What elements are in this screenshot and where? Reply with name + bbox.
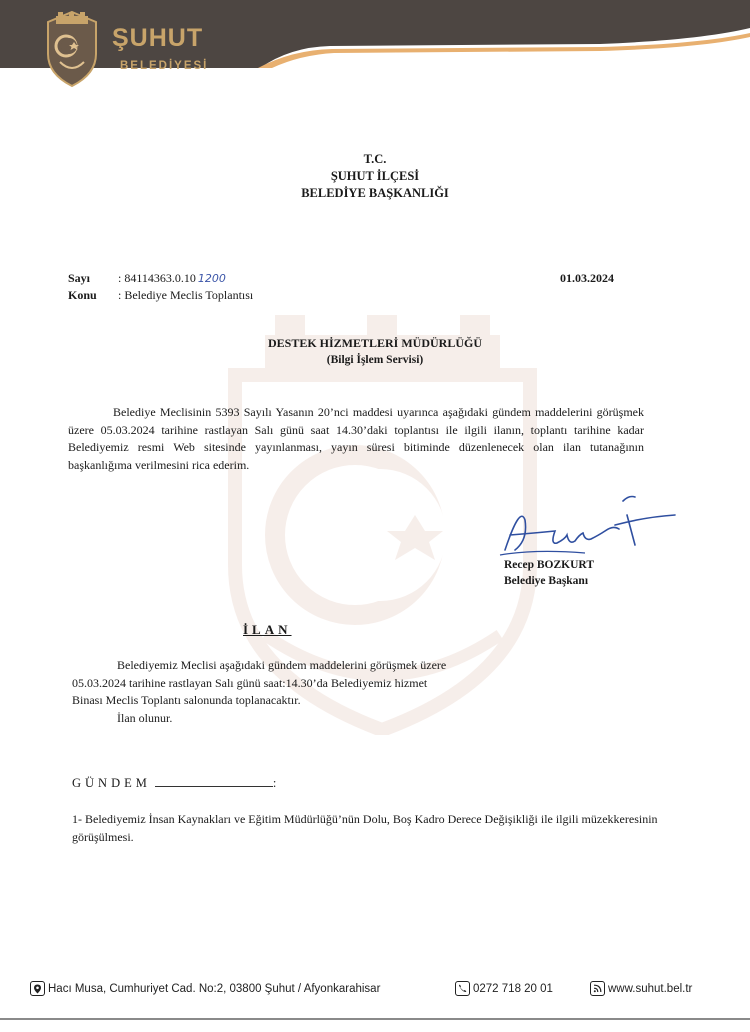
address-text: Hacı Musa, Cumhuriyet Cad. No:2, 03800 Şuhut / Afyonkarahisar	[48, 982, 381, 995]
meta-sayi	[68, 271, 226, 286]
ilan-text	[72, 657, 572, 727]
sayi-label: Sayı	[68, 271, 91, 285]
gundem-underline	[155, 786, 273, 787]
footer-address	[30, 981, 380, 996]
ilan-line-3: Binası Meclis Toplantı salonunda toplanacaktır.	[72, 693, 301, 707]
sayi-handwritten: 1200	[197, 272, 226, 285]
brand-name: ŞUHUT	[112, 24, 204, 52]
footer-divider	[0, 1018, 750, 1020]
title-district: ŞUHUT İLÇESİ	[330, 169, 420, 183]
konu-label: Konu	[68, 288, 97, 302]
ilan-line-4: İlan olunur.	[117, 710, 173, 725]
phone-text: 0272 718 20 01	[473, 982, 553, 995]
gundem-heading	[72, 776, 280, 791]
phone-icon	[455, 981, 470, 996]
signer-title: Belediye Başkanı	[504, 575, 589, 587]
signature-block	[504, 557, 594, 589]
gundem-item: 1- Belediyemiz İnsan Kaynakları ve Eğitim Müdürlüğü’nün Dolu, Boş Kadro Derece Değişikliği ile ilgili müzekkeresinin görüşülmesi.	[72, 812, 658, 844]
meta-konu	[68, 288, 253, 303]
gundem-title: GÜNDEM	[72, 776, 151, 790]
title-tc: T.C.	[363, 152, 387, 166]
website-link[interactable]: www.suhut.bel.tr	[608, 982, 693, 995]
footer-phone	[455, 981, 553, 996]
footer-website[interactable]	[590, 981, 692, 996]
location-icon	[30, 981, 45, 996]
footer	[30, 977, 730, 999]
ilan-line-1: Belediyemiz Meclisi aşağıdaki gündem maddelerini görüşmek üzere	[117, 658, 447, 672]
suhut-logo-icon	[40, 8, 104, 88]
recipient-service: (Bilgi İşlem Servisi)	[326, 354, 424, 366]
body-paragraph: Belediye Meclisinin 5393 Sayılı Yasanın 20’nci maddesi uyarınca aşağıdaki gündem maddelerini görüşmek üzere 05.03.2024 tarihine rastlayan Salı günü saat 14.30’daki toplantısı ile ilgili ilanın, toplantı tarihine kadar Belediyemiz resmi Web sitesinde yayınlanması, yayın süresi bitiminde düzenlenecek olan ilan tutanağının başkanlığıma verilmesini rica ederim.	[68, 405, 644, 472]
ilan-title: İLAN	[243, 622, 292, 637]
recipient-dept: DESTEK HİZMETLERİ MÜDÜRLÜĞÜ	[267, 336, 483, 350]
document-date: 01.03.2024	[560, 271, 614, 285]
signer-name: Recep BOZKURT	[504, 559, 594, 571]
konu-value: : Belediye Meclis Toplantısı	[118, 288, 254, 302]
sayi-value: : 84114363.0.10	[118, 271, 196, 285]
title-office: BELEDİYE BAŞKANLIĞI	[301, 186, 449, 200]
web-icon	[590, 981, 605, 996]
gundem-colon: :	[272, 776, 281, 790]
brand-subtitle: BELEDİYESİ	[120, 60, 209, 72]
ilan-line-2: 05.03.2024 tarihine rastlayan Salı günü saat:14.30’da Belediyemiz hizmet	[72, 675, 428, 690]
